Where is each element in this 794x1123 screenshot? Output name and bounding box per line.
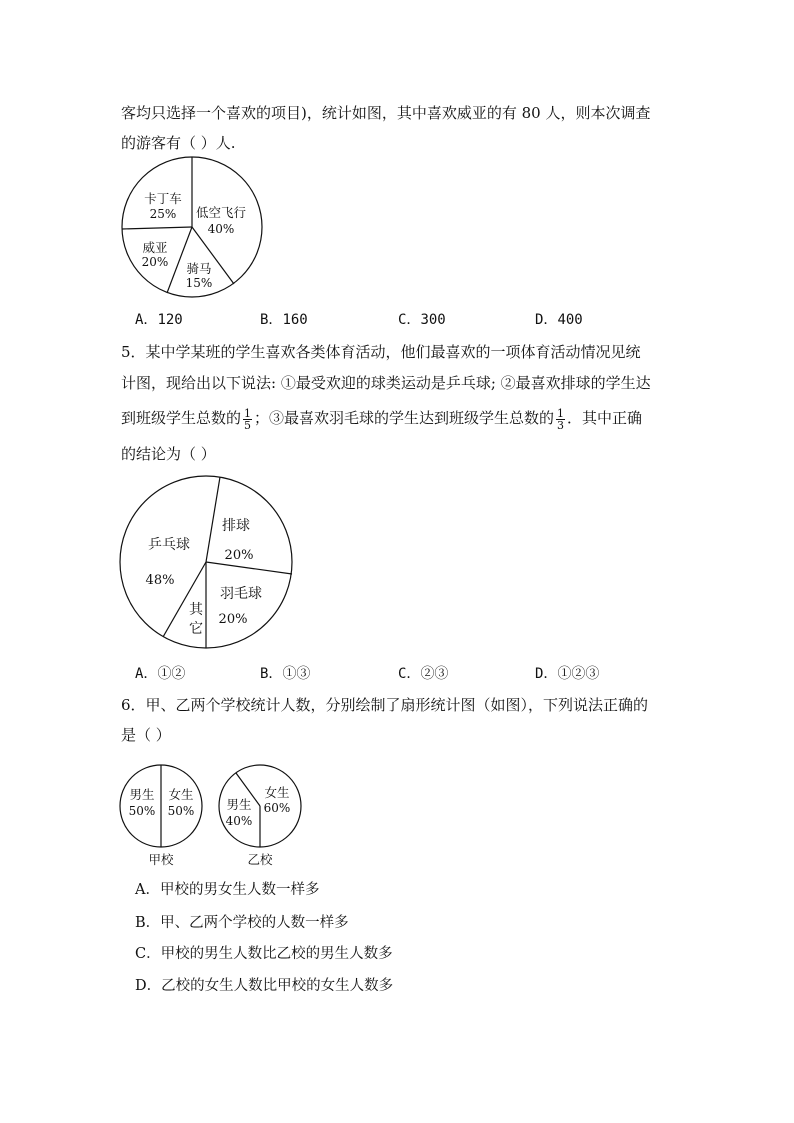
q6b-caption: 乙校: [247, 852, 273, 867]
q4-stem-line-2: 的游客有（ ）人.: [121, 134, 236, 152]
q4-pct-karting: 25%: [149, 207, 177, 221]
q6a-label-boys: 男生: [129, 787, 155, 802]
q6b-label-boys: 男生: [226, 797, 252, 812]
q5-option-d: D．①②③: [535, 666, 600, 682]
q4-option-c: C．300: [398, 312, 446, 328]
q4-label-karting: 卡丁车: [144, 191, 182, 206]
q6-option-d: D．乙校的女生人数比甲校的女生人数多: [135, 978, 394, 994]
q5-pct-badminton: 20%: [218, 612, 248, 627]
q6a-pct-girls: 50%: [167, 804, 195, 818]
fraction-one-fifth: $\frac{1}{5}$: [244, 406, 252, 432]
q5-pie-chart: [119, 476, 294, 646]
q4-label-low-altitude: 低空飞行: [195, 205, 247, 220]
q5-pct-volleyball: 20%: [224, 548, 254, 563]
q5-label-pingpong: 乒乓球: [148, 537, 190, 553]
q4-pct-horse: 15%: [185, 276, 213, 290]
q5-option-a: A．①②: [135, 666, 186, 682]
q5-label-other-1: 其: [189, 602, 203, 618]
q4-option-a: A．120: [135, 312, 183, 328]
q5-label-other-2: 它: [189, 621, 203, 637]
fraction-one-third: $\frac{1}{3}$: [557, 406, 565, 432]
q5-option-c: C．②③: [398, 666, 449, 682]
q5-stem-line-3: 到班级学生总数的 $\frac{1}{5}$ ；③最喜欢羽毛球的学生达到班级学生总数的 $\frac{1}{3}$ ．其中正确: [121, 406, 643, 432]
q6a-label-girls: 女生: [168, 787, 194, 802]
q6a-pct-boys: 50%: [128, 804, 156, 818]
q4-option-b: B．160: [260, 312, 308, 328]
q5-label-volleyball: 排球: [222, 518, 250, 534]
q6b-pct-boys: 40%: [225, 814, 253, 828]
q5-option-b: B．①③: [260, 666, 311, 682]
q4-pie-chart: [121, 156, 266, 301]
q6a-caption: 甲校: [148, 852, 174, 867]
q4-label-horse: 骑马: [186, 261, 212, 276]
q6-pie-chart-school-b: [218, 764, 303, 874]
q6-option-b: B．甲、乙两个学校的人数一样多: [135, 915, 349, 931]
q4-option-d: D．400: [535, 312, 583, 328]
q6b-pct-girls: 60%: [263, 801, 291, 815]
q6-option-c: C．甲校的男生人数比乙校的男生人数多: [135, 946, 393, 962]
q4-pct-weiya: 20%: [141, 255, 169, 269]
q5-label-badminton: 羽毛球: [220, 586, 262, 602]
q4-pct-low-altitude: 40%: [207, 222, 235, 236]
q6b-label-girls: 女生: [264, 785, 290, 800]
q5-pct-pingpong: 48%: [145, 573, 175, 588]
q5-stem-line-1: 5．某中学某班的学生喜欢各类体育活动，他们最喜欢的一项体育活动情况见统: [121, 343, 641, 361]
q5-stem-line-2: 计图，现给出以下说法: ①最受欢迎的球类运动是乒乓球; ②最喜欢排球的学生达: [121, 374, 651, 392]
q6-pie-chart-school-a: [119, 764, 204, 874]
q6-option-a: A．甲校的男女生人数一样多: [135, 882, 320, 898]
q6-stem-line-1: 6．甲、乙两个学校统计人数，分别绘制了扇形统计图（如图），下列说法正确的: [121, 696, 649, 714]
q4-stem-line-1: 客均只选择一个喜欢的项目)，统计如图，其中喜欢威亚的有 80 人，则本次调查: [121, 104, 651, 122]
q5-stem-line-4: 的结论为（ ）: [121, 445, 216, 463]
q6-stem-line-2: 是（ ）: [121, 726, 171, 744]
q4-label-weiya: 威亚: [142, 240, 168, 255]
